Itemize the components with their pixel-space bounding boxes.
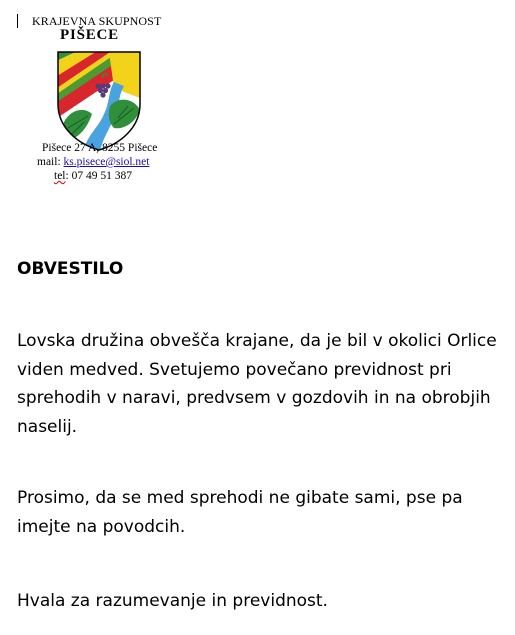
address-line: Pišece 27 A, 8255 Pišece bbox=[42, 142, 158, 154]
mail-link[interactable]: ks.pisece@siol.net bbox=[63, 156, 150, 168]
coat-of-arms-icon bbox=[54, 48, 144, 152]
contact-block bbox=[20, 141, 180, 183]
mail-line bbox=[20, 155, 180, 169]
paragraph-line: naselij. bbox=[17, 416, 78, 437]
paragraph-line: viden medved. Svetujemo povečano previdnost pri bbox=[17, 359, 452, 380]
paragraph-line: Lovska družina obvešča krajane, da je bil v okolici Orlice bbox=[17, 331, 497, 351]
tel-line bbox=[20, 169, 180, 183]
paragraph-line: Hvala za razumevanje in previdnost. bbox=[17, 591, 328, 611]
organization-place: PIŠECE bbox=[60, 27, 119, 43]
paragraph-thanks bbox=[17, 587, 505, 616]
organization-name: KRAJEVNA SKUPNOST bbox=[32, 14, 162, 28]
tel-value: : 07 49 51 387 bbox=[65, 170, 132, 182]
text-cursor bbox=[17, 14, 18, 28]
paragraph-bear-sighting bbox=[17, 327, 505, 441]
notice-heading: OBVESTILO bbox=[17, 259, 124, 279]
paragraph-line: sprehodih v naravi, predvsem v gozdovih in na obrobjih bbox=[17, 388, 491, 408]
mail-label: mail: bbox=[37, 156, 64, 168]
paragraph-walking-advice bbox=[17, 484, 505, 541]
paragraph-line: Prosimo, da se med sprehodi ne gibate sami, pse pa bbox=[17, 488, 463, 508]
paragraph-line: imejte na povodcih. bbox=[17, 516, 186, 537]
tel-label: tel bbox=[54, 170, 66, 182]
